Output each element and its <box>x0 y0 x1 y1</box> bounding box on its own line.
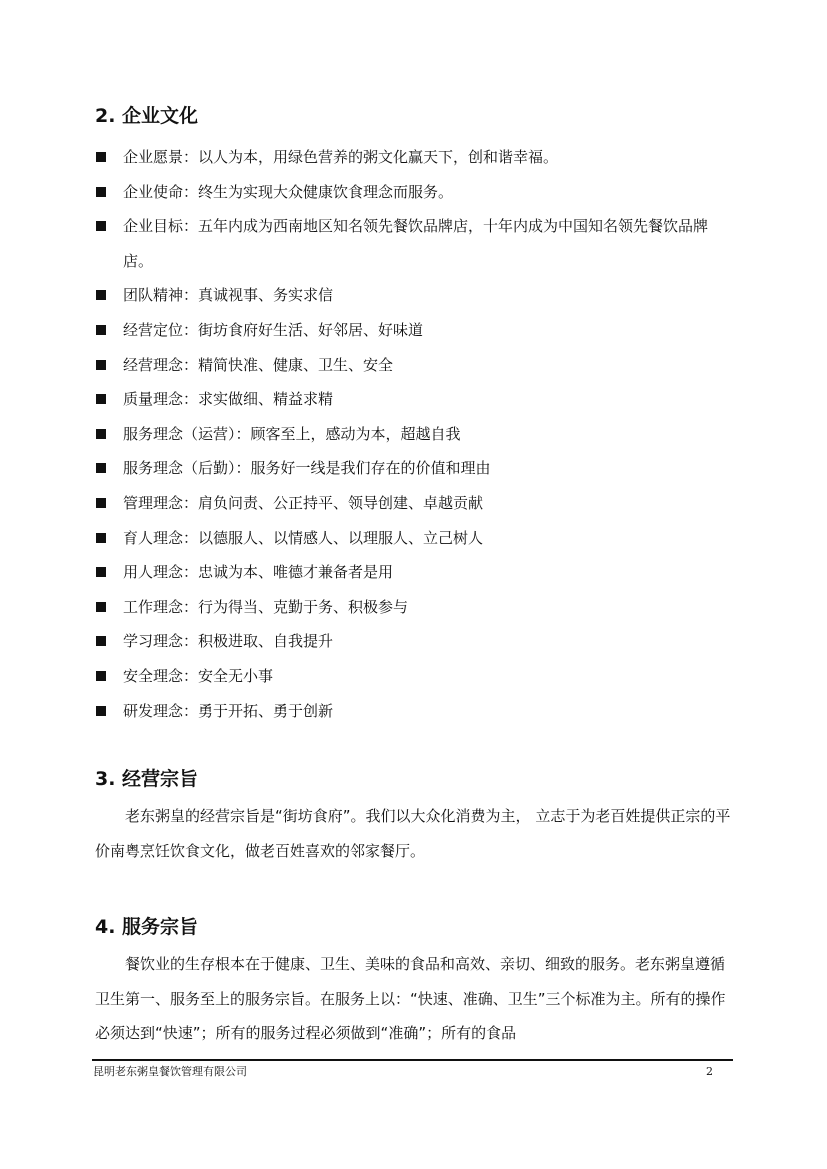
list-item <box>96 417 736 452</box>
square-bullet-icon <box>96 498 106 508</box>
list-item-text: 服务理念（运营）：顾客至上，感动为本，超越自我 <box>123 424 461 443</box>
list-item-text: 学习理念：积极进取、自我提升 <box>123 632 334 651</box>
list-item <box>96 382 736 417</box>
list-item-text: 质量理念：求实做细、精益求精 <box>123 390 334 409</box>
list-item <box>96 624 736 659</box>
list-item-text: 服务理念（后勤）：服务好一线是我们存在的价值和理由 <box>123 459 491 478</box>
list-item-text: 经营定位：街坊食府好生活、好邻居、好味道 <box>123 320 424 339</box>
list-item <box>96 348 736 383</box>
list-item <box>96 313 736 348</box>
list-item <box>96 590 736 625</box>
footer-divider <box>92 1059 733 1061</box>
square-bullet-icon <box>96 394 106 404</box>
square-bullet-icon <box>96 221 106 231</box>
square-bullet-icon <box>96 463 106 473</box>
service-purpose-paragraph: 餐饮业的生存根本在于健康、卫生、美味的食品和高效、亲切、细致的服务。老东粥皇遵循卫生第一、服务至上的服务宗旨。在服务上以：“快速、准确、卫生”三个标准为主。所有的操作必须达到“快速”；所有的服务过程必须做到“准确”；所有的食品 <box>95 955 726 1043</box>
square-bullet-icon <box>96 706 106 716</box>
list-item-text: 企业目标：五年内成为西南地区知名领先餐饮品牌店，十年内成为中国知名领先餐饮品牌店。 <box>123 217 709 270</box>
list-item <box>96 555 736 590</box>
list-item <box>96 486 736 521</box>
list-item <box>96 694 736 729</box>
list-item-text: 工作理念：行为得当、克勤于务、积极参与 <box>123 597 409 616</box>
list-item <box>96 451 736 486</box>
list-item <box>96 278 736 313</box>
list-item <box>96 659 736 694</box>
list-item-text: 研发理念：勇于开拓、勇于创新 <box>123 701 334 720</box>
list-item <box>96 140 736 175</box>
section-title-corporate-culture: 2. 企业文化 <box>95 105 199 127</box>
list-item <box>96 175 736 210</box>
square-bullet-icon <box>96 533 106 543</box>
square-bullet-icon <box>96 429 106 439</box>
list-item-text: 企业使命：终生为实现大众健康饮食理念而服务。 <box>123 182 454 201</box>
list-item-text: 团队精神：真诚视事、务实求信 <box>123 286 334 305</box>
square-bullet-icon <box>96 290 106 300</box>
list-item-text: 企业愿景：以人为本，用绿色营养的粥文化赢天下，创和谐幸福。 <box>123 148 559 166</box>
list-item-text: 用人理念：忠诚为本、唯德才兼备者是用 <box>123 563 394 582</box>
list-item-text: 安全理念：安全无小事 <box>123 666 274 685</box>
square-bullet-icon <box>96 636 106 646</box>
footer-company-name: 昆明老东粥皇餐饮管理有限公司 <box>93 1065 247 1078</box>
square-bullet-icon <box>96 602 106 612</box>
list-item-text: 育人理念：以德服人、以情感人、以理服人、立己树人 <box>123 528 484 547</box>
list-item <box>96 521 736 556</box>
list-item <box>96 209 736 278</box>
section-title-business-purpose: 3. 经营宗旨 <box>95 768 199 790</box>
square-bullet-icon <box>96 567 106 577</box>
business-purpose-paragraph: 老东粥皇的经营宗旨是“街坊食府”。我们以大众化消费为主， 立志于为老百姓提供正宗的平价南粤烹饪饮食文化，做老百姓喜欢的邻家餐厅。 <box>95 807 731 860</box>
section-title-service-purpose: 4. 服务宗旨 <box>95 916 199 938</box>
square-bullet-icon <box>96 671 106 681</box>
list-item-text: 管理理念：肩负问责、公正持平、领导创建、卓越贡献 <box>123 493 484 512</box>
page-number: 2 <box>706 1065 713 1078</box>
culture-list <box>96 140 736 728</box>
list-item-text: 经营理念：精简快准、健康、卫生、安全 <box>123 355 394 374</box>
square-bullet-icon <box>96 187 106 197</box>
square-bullet-icon <box>96 152 106 162</box>
square-bullet-icon <box>96 360 106 370</box>
square-bullet-icon <box>96 325 106 335</box>
